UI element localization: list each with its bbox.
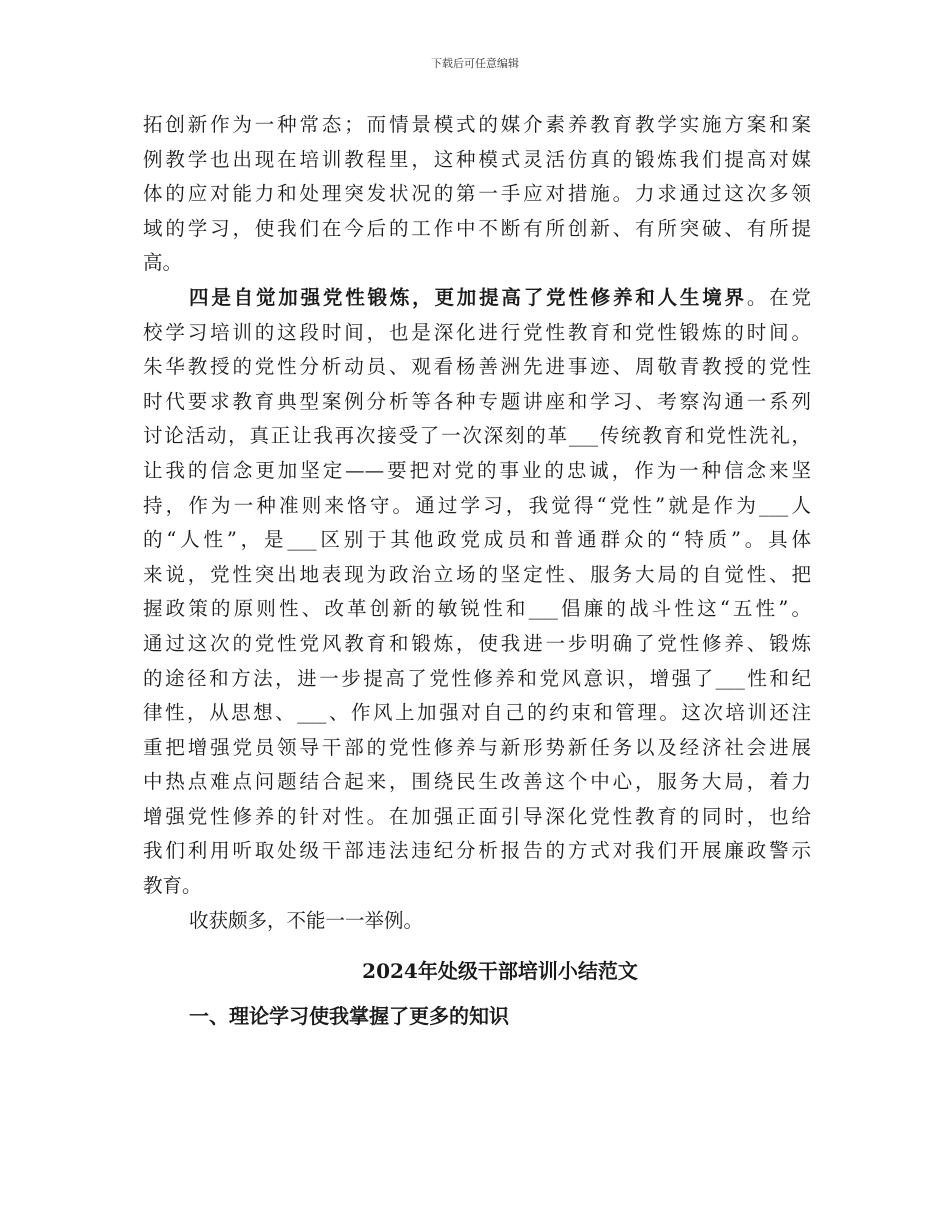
text-line: 例教学也出现在培训教程里，这种模式灵活仿真的锻炼我们提高对媒 <box>143 147 811 171</box>
text-line: 教育。 <box>143 874 202 898</box>
document-body <box>143 108 811 1036</box>
paragraph-3: 收获颇多，不能一一举例。 <box>189 908 424 932</box>
text-line: 朱华教授的党性分析动员、观看杨善洲先进事迹、周敬青教授的党性 <box>143 355 811 379</box>
text-line: 来说，党性突出地表现为政治立场的坚定性、服务大局的自觉性、把 <box>143 562 811 586</box>
text-line: 高。 <box>143 251 183 275</box>
text-line: 域的学习，使我们在今后的工作中不断有所创新、有所突破、有所提 <box>143 216 811 240</box>
text-line: 讨论活动，真正让我再次接受了一次深刻的革___传统教育和党性洗礼， <box>143 424 811 448</box>
text-line: 拓创新作为一种常态；而情景模式的媒介素养教育教学实施方案和案 <box>143 113 811 136</box>
text-line: 我们利用听取处级干部违法违纪分析报告的方式对我们开展廉政警示 <box>143 839 811 863</box>
text-line: 时代要求教育典型案例分析等各种专题讲座和学习、考察沟通一系列 <box>143 389 811 413</box>
text-line: 校学习培训的这段时间，也是深化进行党性教育和党性锻炼的时间。 <box>143 320 811 344</box>
paragraph-2 <box>143 281 811 904</box>
text-line: 重把增强党员领导干部的党性修养与新形势新任务以及经济社会进展 <box>143 735 811 759</box>
text-line: 让我的信念更加坚定——要把对党的事业的忠诚，作为一种信念来坚 <box>143 458 811 482</box>
lead-rest: 。在党 <box>746 285 811 309</box>
text-line: 握政策的原则性、改革创新的敏锐性和___倡廉的战斗性这“五性”。 <box>143 597 811 621</box>
text-line: 通过这次的党性党风教育和锻炼，使我进一步明确了党性修养、锻炼 <box>143 631 811 655</box>
text-line: 增强党性修养的针对性。在加强正面引导深化党性教育的同时，也给 <box>143 804 811 828</box>
text-line <box>143 281 811 316</box>
text-line: 中热点难点问题结合起来，围绕民生改善这个中心，服务大局，着力 <box>143 770 811 794</box>
text-line: 持，作为一种准则来恪守。通过学习，我觉得“党性”就是作为___人 <box>143 493 811 517</box>
paragraph-1 <box>143 108 811 281</box>
text-line: 体的应对能力和处理突发状况的第一手应对措施。力求通过这次多领 <box>143 182 811 206</box>
text-line: 律性，从思想、___、作风上加强对自己的约束和管理。这次培训还注 <box>143 701 811 725</box>
text-line: 的途径和方法，进一步提高了党性修养和党风意识，增强了___性和纪 <box>143 666 811 690</box>
section-title: 2024年处级干部培训小结范文 <box>362 959 638 984</box>
subsection-heading: 一、理论学习使我掌握了更多的知识 <box>189 1004 509 1029</box>
text-line: 的“人性”，是___区别于其他政党成员和普通群众的“特质”。具体 <box>143 528 811 552</box>
bold-lead: 四是自觉加强党性锻炼，更加提高了党性修养和人生境界 <box>189 285 747 309</box>
page-header: 下载后可任意编辑 <box>431 57 519 70</box>
